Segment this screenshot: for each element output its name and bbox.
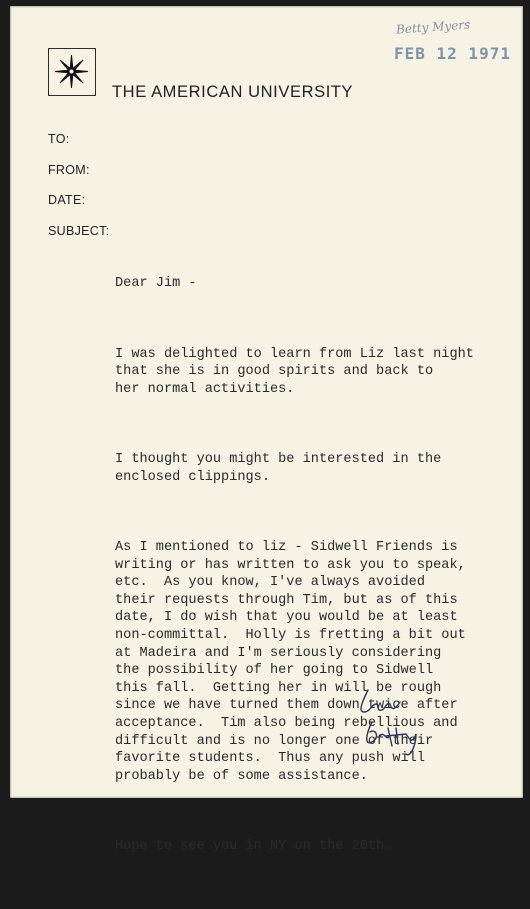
subject-label: SUBJECT: (48, 224, 110, 238)
received-date-stamp: FEB 12 1971 (394, 44, 511, 63)
letter-body (115, 240, 525, 909)
handwritten-name-note: Betty Myers (395, 17, 471, 37)
university-name: THE AMERICAN UNIVERSITY (112, 83, 354, 101)
paragraph-1: I was delighted to learn from Liz last night that she is in good spirits and back to her normal activities. (115, 346, 474, 397)
from-label: FROM: (48, 163, 90, 177)
university-logo (48, 48, 96, 96)
letter-page (10, 6, 523, 855)
to-label: TO: (48, 132, 70, 146)
paragraph-2: I thought you might be interested in the enclosed clippings. (115, 452, 442, 485)
salutation: Dear Jim - (115, 276, 197, 292)
date-label: DATE: (48, 193, 86, 207)
star-compass-icon (49, 49, 94, 94)
paragraph-4: Hope to see you in NY on the 20th. (115, 839, 393, 855)
paragraph-3: As I mentioned to liz - Sidwell Friends is writing or has written to ask you to speak, etc. As you know, I've always avoided their requests through Tim, but as of this date, I do wish that you would be at least non-committal. Holly is fretting a bit out at Madeira and I'm seriously considering the possibility of her going to Sidwell this fall. Getting her in will be rough since we have turned them down twice after acceptance. Tim also being rebellious and difficult and is no longer one of their favorite students. Thus any push will probably be of some assistance. (115, 540, 466, 784)
handwritten-signature (350, 684, 440, 764)
